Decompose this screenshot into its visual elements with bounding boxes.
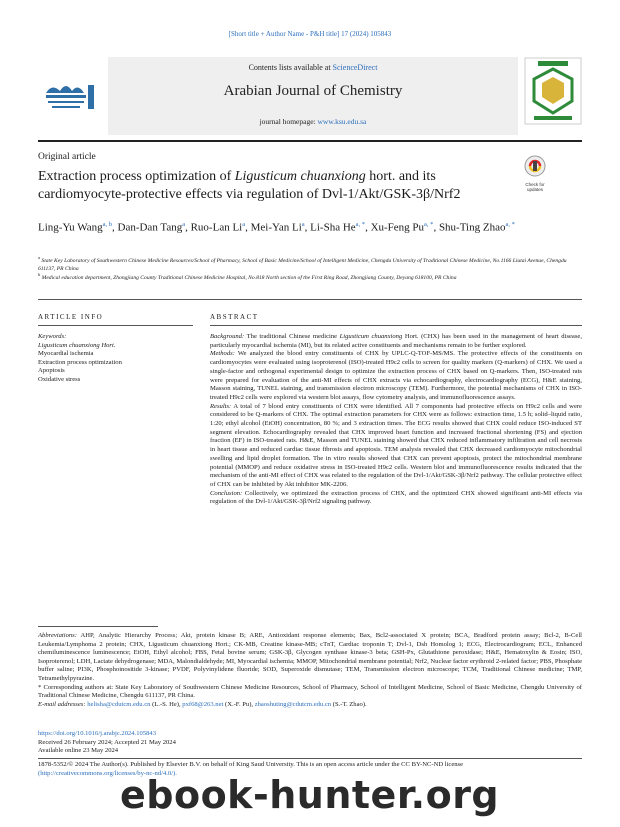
title-species: Ligusticum chuanxiong [234, 169, 366, 184]
author-affiliation-mark[interactable]: a, * [505, 221, 515, 228]
check-for-updates-button[interactable] [522, 155, 548, 192]
doi-link[interactable]: https://doi.org/10.1016/j.arabjc.2024.105843 [38, 730, 157, 737]
author-affiliation-mark[interactable]: a, * [355, 221, 366, 228]
arabian-journal-chemistry-logo [524, 57, 582, 125]
affiliation-mark: a [38, 255, 40, 260]
article-title [38, 168, 508, 204]
journal-masthead [38, 57, 582, 135]
affiliation-text: Medical education department, Zhongjiang County Traditional Chinese Medicine Hospital, No.818 North section of the First Ring Road, Zhongjiang County, Deyang 618100, PR China [41, 274, 457, 281]
footnote-rule [38, 626, 158, 627]
abstract-background [210, 333, 582, 350]
author-affiliation-mark[interactable]: a [301, 221, 305, 228]
contents-prefix: Contents lists available at [248, 63, 333, 72]
author-affiliation-mark[interactable]: a, b [102, 221, 112, 228]
author[interactable]: Dan-Dan Tang [117, 221, 183, 234]
corresponding-authors [38, 684, 582, 701]
keywords-label: Keywords: [38, 333, 67, 340]
contents-available [108, 63, 518, 72]
email-link[interactable]: helisha@cdutcm.edu.cn [87, 700, 151, 708]
author-list: Ling-Yu Wang$^{a, b}$, Dan-Dan Tang$^a$, Ruo-Lan Li$^a$, Mei-Yan Li$^a$, Li-Sha $He^{a, *}$, Xu-Feng $Pu^{a, *}$, Shu-Ting Zhao$^{a, *}$ [38, 221, 515, 234]
sciencedirect-link[interactable]: ScienceDirect [332, 63, 378, 72]
author-affiliation-mark[interactable]: a, * [424, 221, 434, 228]
license-rule [38, 758, 582, 759]
email-link[interactable]: zhaoshuting@cdutcm.edu.cn [254, 700, 332, 708]
journal-homepage [108, 117, 518, 126]
conclusion-text: Collectively, we optimized the extraction process of CHX, and the optimized CHX showed significant anti-MI effects via regulation of the Dvl-1/Akt/GSK-3β/Nrf2 signaling pathway. [210, 489, 582, 506]
background-species: Ligusticum chuanxiong [339, 333, 403, 340]
keyword: Apoptosis [38, 367, 65, 374]
keywords-block [38, 333, 188, 384]
abbreviations [38, 632, 582, 684]
received-accepted: Received 26 February 2024; Accepted 21 May 2024 [38, 738, 176, 746]
title-part-2: hort. and its cardiomyocyte-protective effects via regulation of Dvl-1/Akt/GSK-3β/Nrf2 [38, 169, 461, 202]
publication-info [38, 730, 582, 779]
methods-label: Methods: [210, 350, 235, 358]
background-text: The traditional Chinese medicine [244, 333, 340, 340]
author[interactable]: Shu-Ting Zhao [438, 221, 506, 234]
email-owner: (X.-F. Pu), [223, 700, 255, 708]
keyword: Oxidative stress [38, 375, 81, 383]
author-affiliation-mark[interactable]: a [242, 221, 246, 228]
results-label: Results: [210, 402, 232, 410]
author-affiliation-mark[interactable]: a [182, 221, 186, 228]
homepage-link[interactable]: www.ksu.edu.sa [317, 117, 367, 126]
section-divider [38, 299, 582, 300]
email-addresses [38, 701, 582, 710]
abstract-body [210, 333, 582, 507]
homepage-prefix: journal homepage: [259, 117, 318, 126]
abstract-rule [210, 325, 582, 326]
background-label: Background: [210, 333, 245, 340]
results-text: A total of 7 blood entry constituents of CHX were identified. All 7 components had protective effects on H9c2 cells and were considered to be Q-markers of CHX. The optimal extraction parameters for CHX were as follows: extraction time, 1.5 h; solid–liquid ratio, 1:20; ethyl alcohol (EtOH) concentration, 80 %; and 3 extraction times. The ECG results showed that CHX could reduce ISO-induced ST segment elevation. Echocardiography revealed that CHX improved heart function and increased fractional shortening (FS) and ejection fraction (EF) in ISO-treated rats. H&E, Masson and TUNEL staining showed that CHX reduced inflammatory infiltration and cell necrosis in heart tissue and reduced cardiac tissue fibrosis and apoptosis. TEM analysis revealed that CHX decreased cardiomyocyte mitochondrial swelling and lipid droplet formation. The in vitro results showed that CHX can prevent apoptosis, protect the mitochondrial membrane potential (MMOP) and reduce oxidative stress in ISO-treated H9c2 cells. Western blot and immunofluorescence results indicated that the mechanism of the anti-MI effect of CHX was related to the regulation of the Dvl-1/Akt/GSK-3β/Nrf2 pathway. The cellular protective effect of CHX can be inhibited by Akt inhibitor MK-2206. [210, 402, 582, 488]
abstract-methods [210, 350, 582, 402]
abstract-conclusion [210, 490, 582, 507]
license-link[interactable]: (http://creativecommons.org/licenses/by-nc-nd/4.0/). [38, 769, 177, 777]
author[interactable]: Li-Sha He [310, 221, 356, 234]
keyword: Extraction process optimization [38, 358, 122, 366]
footnotes [38, 632, 582, 709]
abstract-results [210, 403, 582, 490]
affiliation-mark: b [38, 272, 41, 277]
affiliation [38, 271, 578, 282]
article-type: Original article [38, 152, 96, 162]
corresponding-text: Corresponding authors at: State Key Laboratory of Southwestern Chinese Medicine Resources, School of Pharmacy, School of Intelligent Medicine, School of Basic Medicine, Chengdu University of Traditional Chinese Medicine, Chengdu 611137, PR China. [38, 683, 582, 700]
corresponding-mark: * [38, 683, 42, 691]
available-online: Available online 23 May 2024 [38, 747, 119, 755]
watermark: ebook-hunter.org [120, 773, 500, 817]
masthead-rule [38, 140, 582, 142]
methods-text: We analyzed the blood entry constituents of CHX by UPLC-Q-TOF-MS/MS. The protective effects of the constituents on cardiomyocytes were evaluated using isoproterenol (ISO)-treated H9c2 cells to screen for quality markers (Q-markers) of CHX. We used a single-factor and orthogonal experimental design to optimize the extraction process of CHX based on Q-markers. Then, ISO-treated rats were prepared for evaluation of the anti-MI effects of CHX extracts via echocardiography, electrocardiography (ECG), H&E staining, Masson staining, TUNEL staining, and transmission electron microscopy (TEM). Furthermore, the potential mechanisms of CHX in ISO-treated H9c2 cells were explored via western blot assays, flow cytometry analysis, and immunofluorescence assays. [210, 350, 582, 401]
check-updates-label: Check for updates [525, 182, 545, 192]
background-text-2: Hort. (CHX) has been used in the management of heart disease, particularly myocardial ischemia (MI), but its related active constituents and mechanisms remain to be further explored. [210, 333, 582, 349]
masthead-center [108, 57, 518, 135]
check-updates-icon [524, 155, 546, 177]
keyword: Ligusticum chuanxiong Hort. [38, 341, 116, 349]
email-label: E-mail addresses: [38, 700, 86, 708]
conclusion-label: Conclusion: [210, 489, 243, 497]
keyword: Myocardial ischemia [38, 350, 94, 357]
license-text: 1878-5352/© 2024 The Author(s). Published by Elsevier B.V. on behalf of King Saud University. This is an open access article under the CC BY-NC-ND license [38, 761, 464, 769]
abbreviations-label: Abbreviations: [38, 632, 77, 639]
journal-title: Arabian Journal of Chemistry [223, 83, 403, 99]
article-info-rule [38, 325, 193, 326]
abstract-heading: ABSTRACT [210, 313, 259, 321]
author[interactable]: Xu-Feng Pu [370, 221, 425, 234]
email-owner: (S.-T. Zhao). [331, 700, 367, 708]
author[interactable]: Ling-Yu Wang [38, 221, 103, 234]
citation-line[interactable]: [Short title + Author Name - P&H title] 17 (2024) 105843 [228, 30, 392, 38]
affiliation-text: State Key Laboratory of Southwestern Chinese Medicine Resources/School of Pharmacy, School of Basic Medicine/School of Intelligent Medicine, Chengdu University of Traditional Chinese Medicine, No.1166 Liutai Avenue, Chengdu 611137, PR China [38, 257, 567, 272]
king-saud-university-logo [38, 71, 102, 121]
article-info-heading: ARTICLE INFO [38, 313, 104, 321]
title-part-1: Extraction process optimization of [38, 169, 235, 184]
abbreviations-text: AHP, Analytic Hierarchy Process; Akt, protein kinase B; ARE, Antioxidant response elements; Bax, Bcl2-associated X protein; BCA, Bradford protein assay; Bcl-2, B-Cell Leukemia/Lymphoma 2 protein; CHX, Ligusticum chuanxiong Hort.; CK-MB, Creatine kinase-MB; cTnT, Cardiac troponin T; Dvl-1, Dsh Homolog 1; ECG, Electrocardiogram; ECL, Enhanced chemiluminescence luminescence; EtOH, Ethyl alcohol; FBS, Fetal bovine serum; GSK-3β, Glycogen synthase kinase-3 beta; GSH-Px, Glutathione peroxidase; H&E, Hematoxylin & Eosin; ISO, Isoproterenol; LDH, Lactate dehydrogenase; MDA, Malondialdehyde; MI, Myocardial ischemia; MMOP, Mitochondrial membrane potential; Nrf2, Nuclear factor erythroid 2-related factor; PBS, Phosphate buffer saline; PI3K, Phosphoinositide 3-kinase; PVDF, Polyvinylidene fluoride; SOD, Superoxide dismutase; TEM, Transmission electron microscope; TCM, Traditional Chinese medicine; TMP, Tetramethylpyrazine. [38, 632, 582, 682]
email-owner: (L.-S. He), [150, 700, 183, 708]
author[interactable]: Mei-Yan Li [250, 221, 302, 234]
email-link[interactable]: pxf68@263.net [182, 700, 224, 708]
author[interactable]: Ruo-Lan Li [190, 221, 243, 234]
